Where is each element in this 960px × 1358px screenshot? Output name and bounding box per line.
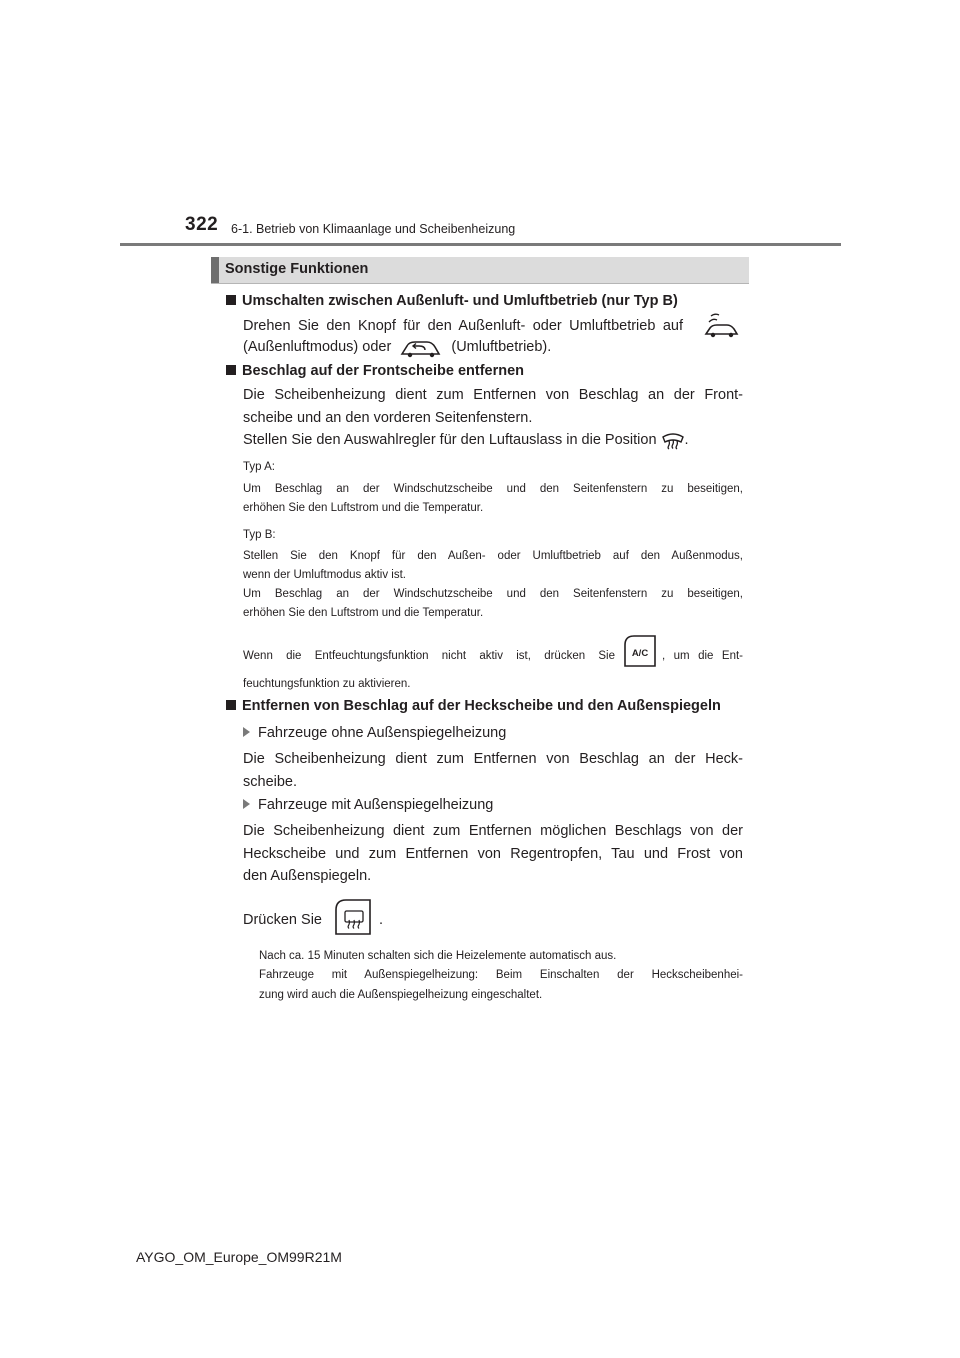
ac-button-icon [622, 633, 658, 674]
rear-defogger-button-icon [333, 897, 373, 942]
ac-button-label: A/C [631, 648, 649, 659]
typ-b-line1: Stellen Sie den Knopf für den Außen- oder Umluftbetrieb auf den Außenmodus, [243, 550, 743, 562]
s2-line3: Stellen Sie den Auswahlregler für den Luftauslass in die Position . [243, 429, 689, 452]
typ-b-line2: wenn der Umluftmodus aktiv ist. [243, 569, 406, 581]
section-bar-accent [211, 257, 219, 283]
typ-b-line3: Um Beschlag an der Windschutzscheibe und den Seitenfenstern zu beseitigen, [243, 588, 743, 600]
chapter-title: 6-1. Betrieb von Klimaanlage und Scheibenheizung [231, 222, 516, 236]
typ-b-line4: erhöhen Sie den Luftstrom und die Temperatur. [243, 607, 484, 619]
s3-b1-line2: scheibe. [243, 774, 298, 790]
triangle-bullet-icon [243, 799, 250, 809]
s3-b1-line1: Die Scheibenheizung dient zum Entfernen von Beschlag an der Heck- [243, 751, 743, 767]
s2-line2: scheibe und an den vorderen Seitenfenstern. [243, 410, 533, 426]
typ-a-label: Typ A: [243, 461, 275, 473]
section-title: Sonstige Funktionen [225, 261, 369, 277]
bullet-without-mirror-heater: Fahrzeuge ohne Außenspiegelheizung [243, 725, 506, 741]
press-line-end: . [379, 912, 384, 928]
header-rule [120, 243, 841, 246]
ac-line2: feuchtungsfunktion zu aktivieren. [243, 678, 411, 690]
s3-b2-line3: den Außenspiegeln. [243, 868, 372, 884]
s1-line1: Drehen Sie den Knopf für den Außenluft- oder Umluftbetrieb auf [243, 318, 683, 334]
heading-recirculation: Umschalten zwischen Außenluft- und Umluftbetrieb (nur Typ B) [226, 293, 678, 309]
windshield-defrost-icon [661, 430, 685, 450]
typ-a-line2: erhöhen Sie den Luftstrom und die Temperatur. [243, 502, 484, 514]
document-code: AYGO_OM_Europe_OM99R21M [136, 1249, 342, 1265]
section-rule [211, 283, 749, 284]
typ-b-label: Typ B: [243, 529, 276, 541]
heading-front-defog: Beschlag auf der Frontscheibe entfernen [226, 363, 524, 379]
s2-line1: Die Scheibenheizung dient zum Entfernen von Beschlag an der Front- [243, 387, 743, 403]
note-line2: Fahrzeuge mit Außenspiegelheizung: Beim Einschalten der Heckscheibenhei- [259, 969, 743, 981]
ac-line1-start: Wenn die Entfeuchtungsfunktion nicht aktiv ist, drücken Sie [243, 650, 615, 662]
s1-line2: (Außenluftmodus) oder (Umluftbetrieb). [243, 335, 551, 359]
page-number: 322 [185, 214, 219, 235]
s3-b2-line1: Die Scheibenheizung dient zum Entfernen möglichen Beschlags von der [243, 823, 743, 839]
s3-b2-line2: Heckscheibe und zum Entfernen von Regentropfen, Tau und Frost von [243, 846, 743, 862]
press-line-start: Drücken Sie [243, 912, 322, 928]
section-title-bar [211, 257, 749, 283]
note-line3: zung wird auch die Außenspiegelheizung eingeschaltet. [259, 989, 543, 1001]
heading-rear-defog: Entfernen von Beschlag auf der Heckscheibe und den Außenspiegeln [226, 698, 721, 714]
recirculation-mode-icon [399, 335, 443, 359]
note-line1: Nach ca. 15 Minuten schalten sich die Heizelemente automatisch aus. [259, 950, 617, 962]
bullet-with-mirror-heater: Fahrzeuge mit Außenspiegelheizung [243, 797, 493, 813]
square-bullet-icon [226, 295, 236, 305]
ac-line1-end: , um die Ent- [662, 650, 743, 662]
square-bullet-icon [226, 700, 236, 710]
typ-a-line1: Um Beschlag an der Windschutzscheibe und den Seitenfenstern zu beseitigen, [243, 483, 743, 495]
square-bullet-icon [226, 365, 236, 375]
triangle-bullet-icon [243, 727, 250, 737]
outside-air-mode-icon [703, 312, 739, 345]
